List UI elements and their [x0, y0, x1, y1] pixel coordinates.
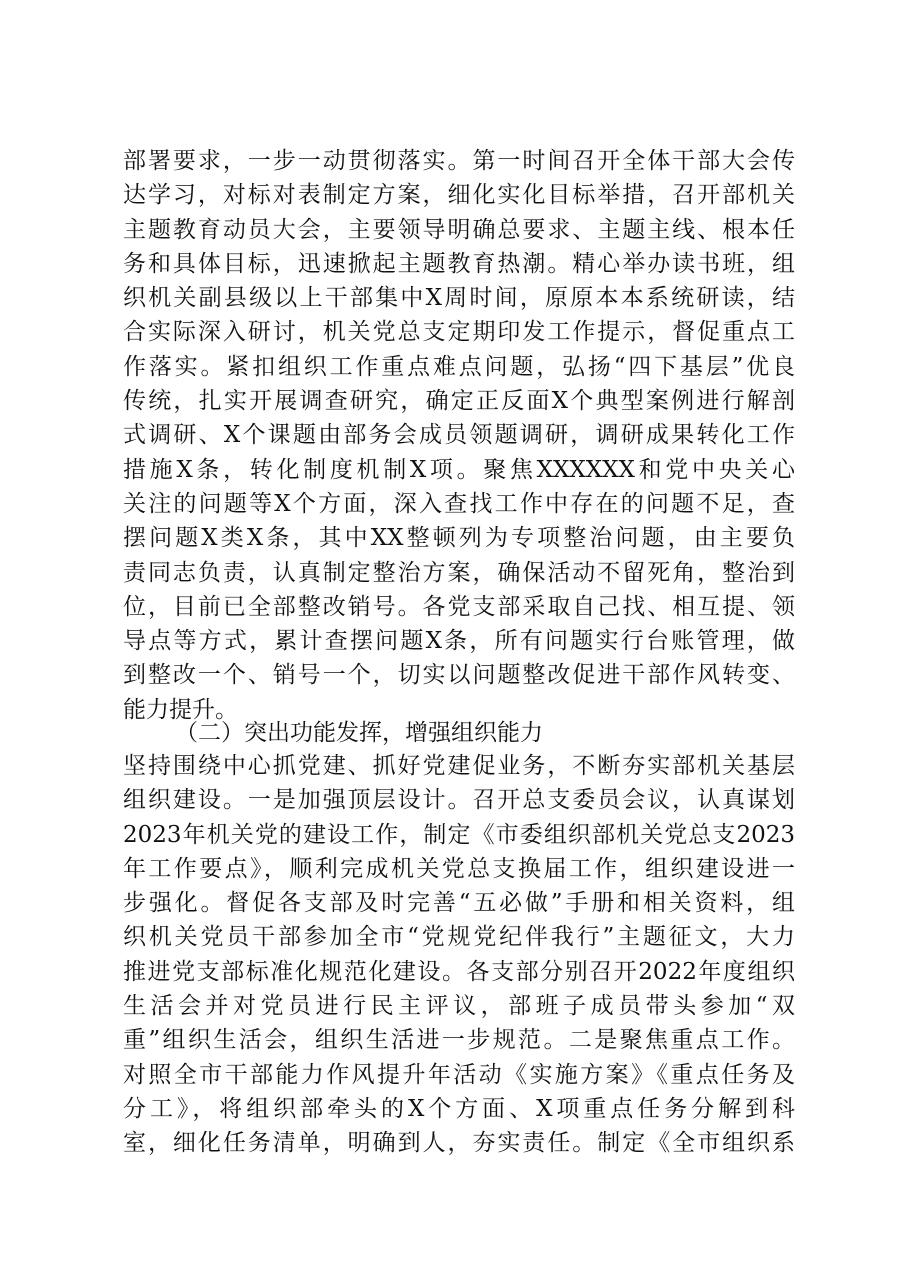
- paragraph-line: 生活会并对党员进行民主评议，部班子成员带头参加“双: [123, 993, 795, 1020]
- paragraph-line: 传统，扎实开展调查研究，确定正反面X个典型案例进行解剖: [123, 388, 795, 415]
- paragraph-line: 织机关党员干部参加全市“党规党纪伴我行”主题征文，大力: [123, 924, 795, 951]
- paragraph-line: 作落实。紧扣组织工作重点难点问题，弘扬“四下基层”优良: [123, 353, 795, 380]
- paragraph-line: 位，目前已全部整改销号。各党支部采取自己找、相互提、领: [123, 593, 795, 620]
- paragraph-line: 责同志负责，认真制定整治方案，确保活动不留死角，整治到: [123, 559, 795, 586]
- paragraph-line: 式调研、X个课题由部务会成员领题调研，调研成果转化工作: [123, 422, 795, 449]
- paragraph-line: 达学习，对标对表制定方案，细化实化目标举措，召开部机关: [123, 182, 795, 209]
- paragraph-line: 能力提升。: [123, 696, 238, 723]
- paragraph-line: 年工作要点》，顺利完成机关党总支换届工作，组织建设进一: [123, 855, 795, 882]
- paragraph-line: 组织建设。一是加强顶层设计。召开总支委员会议，认真谋划: [123, 787, 795, 814]
- paragraph-line: 到整改一个、销号一个，切实以问题整改促进干部作风转变、: [123, 662, 795, 689]
- paragraph-line: 坚持围绕中心抓党建、抓好党建促业务，不断夯实部机关基层: [123, 753, 795, 779]
- paragraph-line: 室，细化任务清单，明确到人，夯实责任。制定《全市组织系: [123, 1130, 795, 1157]
- paragraph-line: 摆问题X类X条，其中XX整顿列为专项整治问题，由主要负: [123, 525, 795, 552]
- paragraph-line: 推进党支部标准化规范化建设。各支部分别召开2022年度组织: [123, 958, 795, 985]
- paragraph-line: 主题教育动员大会，主要领导明确总要求、主题主线、根本任: [123, 216, 795, 243]
- paragraph-line: 导点等方式，累计查摆问题X条，所有问题实行台账管理，做: [123, 628, 795, 655]
- paragraph-line: 对照全市干部能力作风提升年活动《实施方案》《重点任务及: [123, 1061, 795, 1088]
- paragraph-line: 重”组织生活会，组织生活进一步规范。二是聚焦重点工作。: [123, 1027, 795, 1054]
- paragraph-line: 2023年机关党的建设工作，制定《市委组织部机关党总支2023: [123, 821, 795, 848]
- paragraph-line: 措施X条，转化制度机制X项。聚焦XXXXXX和党中央关心: [123, 456, 795, 483]
- paragraph-line: 关注的问题等X个方面，深入查找工作中存在的问题不足，查: [123, 490, 795, 517]
- paragraph-line: 部署要求，一步一动贯彻落实。第一时间召开全体干部大会传: [123, 148, 795, 174]
- section-heading: （二）突出功能发挥，增强组织能力: [175, 720, 543, 746]
- paragraph-line: 合实际深入研讨，机关党总支定期印发工作提示，督促重点工: [123, 319, 795, 346]
- paragraph-line: 务和具体目标，迅速掀起主题教育热潮。精心举办读书班，组: [123, 250, 795, 277]
- paragraph-one: [123, 144, 795, 727]
- paragraph-two: [123, 749, 795, 1161]
- paragraph-line: 织机关副县级以上干部集中X周时间，原原本本系统研读，结: [123, 285, 795, 312]
- paragraph-line: 步强化。督促各支部及时完善“五必做”手册和相关资料，组: [123, 890, 795, 917]
- paragraph-line: 分工》，将组织部牵头的X个方面、X项重点任务分解到科: [123, 1095, 795, 1122]
